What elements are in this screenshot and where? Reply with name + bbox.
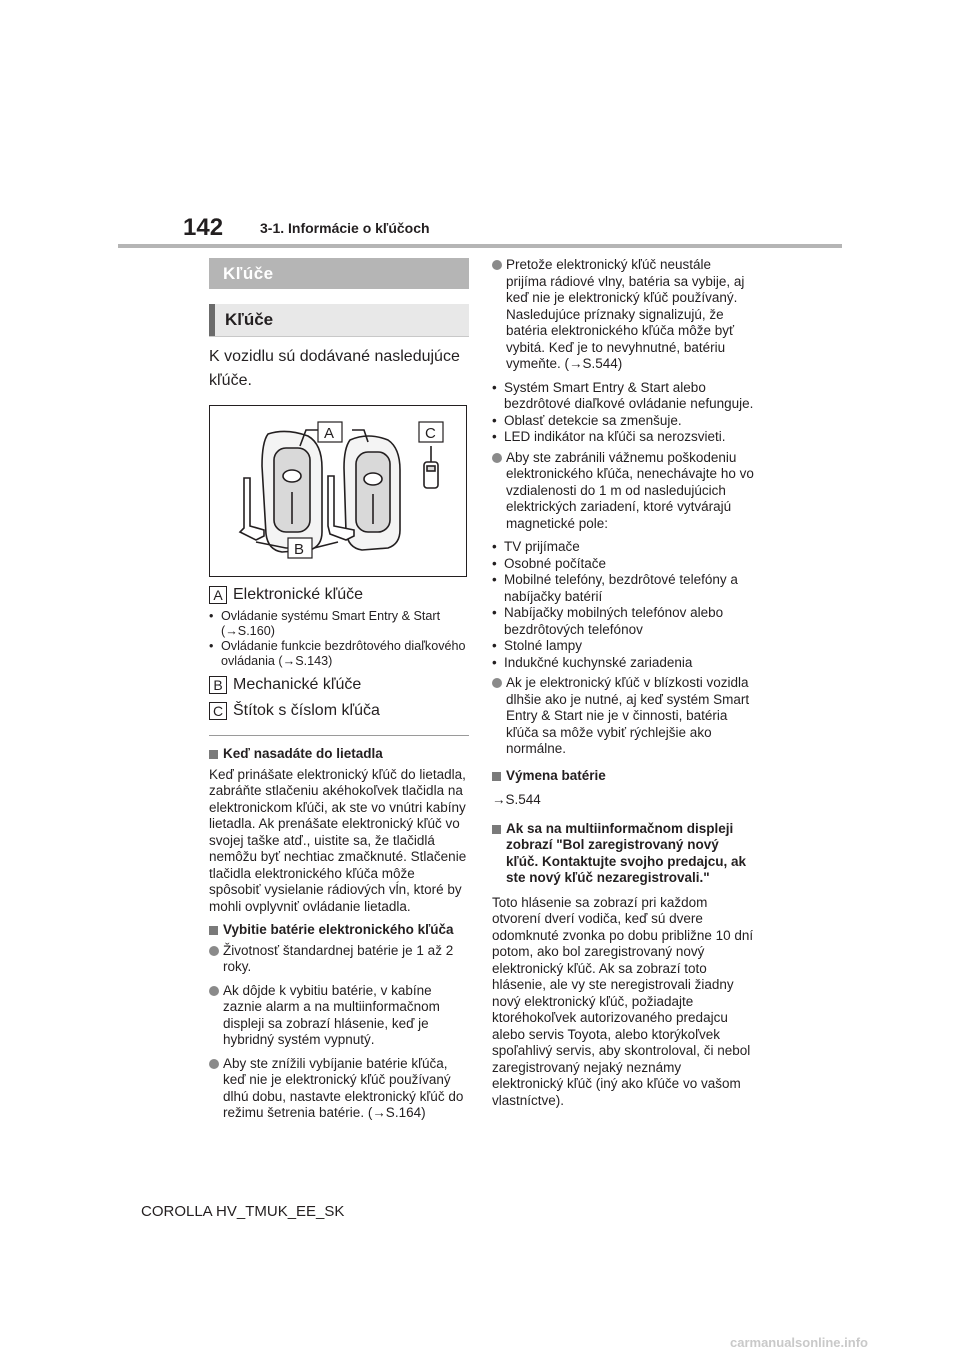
list-item: • Nabíjačky mobilných telefónov alebo bezdrôtových telefónov <box>492 605 754 638</box>
list-item: • TV prijímače <box>492 539 754 556</box>
list-item: • Osobné počítače <box>492 556 754 573</box>
figure-label-c: C <box>425 425 436 442</box>
bullet-item <box>209 943 469 976</box>
bullet-item <box>492 257 754 373</box>
header-rule <box>118 244 842 248</box>
chapter-title: 3-1. Informácie o kľúčoch <box>260 220 430 236</box>
display-text: Toto hlásenie sa zobrazí pri každom otvorení dverí vodiča, keď sú dvere odomknuté zvonka po dobu približne 10 dní potom, ako bol zaregistrovaný nový elektronický kľúč. Ak sa zobrazí toto hlásenie, ale vy ste neregistrovali žiadny nový elektronický kľúč, požiadajte ktoréhokoľvek autorizovaného predajcu alebo servis Toyota, alebo ktorýkoľvek spoľahlivý servis, aby skontroloval, či nebol zaregistrovaný nejaký neznámy elektronický kľúč (iný ako kľúče vo vašom vlastníctve). <box>492 894 754 1108</box>
letter-box-a: A <box>209 586 227 604</box>
keys-figure <box>209 405 467 577</box>
section-band: Kľúče <box>209 258 469 289</box>
list-item: • Mobilné telefóny, bezdrôtové telefóny a nabíjačky batérií <box>492 572 754 605</box>
list-item: • Ovládanie funkcie bezdrôtového diaľkového ovládania (→S.143) <box>209 639 469 669</box>
bullet-text: Pretože elektronický kľúč neustále prijíma rádiové vlny, batéria sa vybije, aj keď nie je elektronický kľúč používaný. Nasledujúce príznaky signalizujú, že batéria elektronického kľúča môže byť vybitá. Keď je to nevyhnutné, batériu vymeňte. (→S.544) <box>506 257 745 371</box>
key-item-a-label: Elektronické kľúče <box>233 586 364 603</box>
display-heading-text: Ak sa na multiinformačnom displeji zobrazí "Bol zaregistrovaný nový kľúč. Kontaktujte svojho predajcu, ak ste nový kľúč nezaregistrovali." <box>506 820 747 885</box>
bullet-item <box>492 675 754 758</box>
list-item: • LED indikátor na kľúči sa nerozsvieti. <box>492 429 754 446</box>
square-marker-icon <box>209 750 218 759</box>
bullet-text: Ak je elektronický kľúč v blízkosti vozidla dlhšie ako je nutné, aj keď systém Smart Entry & Start nie je v činnosti, batéria kľúča sa môže vybiť rýchlejšie ako normálne. <box>506 675 750 756</box>
bullet-dot-icon <box>492 453 502 463</box>
airplane-text: Keď prinášate elektronický kľúč do lietadla, zabráňte stlačeniu akéhokoľvek tlačidla na elektronickom kľúči, ak ste vo vnútri kabíny lietadla. Ak prenášate elektronický kľúč vo svojej taške atď., uistite sa, že tlačidlá nemôžu byť nechtiac zmačknuté. Stlačenie tlačidla elektronického kľúča môže spôsobiť vysielanie rádiových vĺn, ktoré by mohli ovplyvniť ovládanie lietadla. <box>209 766 467 914</box>
key-item-c <box>209 701 469 721</box>
left-column <box>209 258 469 1129</box>
figure-label-a: A <box>324 425 335 442</box>
page-number: 142 <box>183 214 224 241</box>
bullet-text: Ak dôjde k vybitiu batérie, v kabíne zaznie alarm a na multiinformačnom displeji sa zobrazí hlásenie, keď je hybridný systém vypnutý. <box>223 982 440 1047</box>
section-divider <box>209 735 469 736</box>
keys-illustration <box>210 406 466 576</box>
section-title: Kľúče <box>209 304 469 337</box>
square-marker-icon <box>209 926 218 935</box>
bullet-dot-icon <box>492 260 502 270</box>
bullet-item <box>492 450 754 533</box>
bullet-text: Životnosť štandardnej batérie je 1 až 2 roky. <box>223 942 454 974</box>
watermark: carmanualsonline.info <box>730 1335 868 1350</box>
letter-box-c: C <box>209 702 227 720</box>
key-item-c-label: Štítok s číslom kľúča <box>233 702 380 719</box>
list-item: • Systém Smart Entry & Start alebo bezdrôtové diaľkové ovládanie nefunguje. <box>492 380 754 413</box>
list-item: • Indukčné kuchynské zariadenia <box>492 655 754 672</box>
display-heading <box>492 821 754 887</box>
key-item-a-sublist <box>209 609 469 669</box>
key-item-a <box>209 585 469 605</box>
airplane-heading-text: Keď nasadáte do lietadla <box>223 746 383 761</box>
bullet-text: Aby ste znížili vybíjanie batérie kľúča, keď nie je elektronický kľúč používaný dlhú dobu, nastavte elektronický kľúč do režimu šetrenia batérie. (→S.164) <box>223 1055 464 1120</box>
bullet-item <box>209 1056 469 1122</box>
key-item-b-label: Mechanické kľúče <box>233 676 362 693</box>
square-marker-icon <box>492 825 501 834</box>
letter-box-b: B <box>209 676 227 694</box>
list-item: • Oblasť detekcie sa zmenšuje. <box>492 413 754 430</box>
figure-label-b: B <box>294 541 305 558</box>
bullet-dot-icon <box>492 678 502 688</box>
replace-heading <box>492 768 754 785</box>
list-item: • Ovládanie systému Smart Entry & Start (→S.160) <box>209 609 469 639</box>
airplane-heading <box>209 746 469 763</box>
bullet-text: Aby ste zabránili vážnemu poškodeniu elektronického kľúča, nenechávajte ho vo vzdialenosti do 1 m od nasledujúcich elektrických zariadení, ktoré vytvárajú magnetické pole: <box>506 449 754 531</box>
battery-heading-text: Vybitie batérie elektronického kľúča <box>223 922 454 937</box>
symptom-list <box>492 380 754 446</box>
battery-heading <box>209 922 469 939</box>
replace-ref: →S.544 <box>492 792 541 807</box>
key-item-b <box>209 675 469 695</box>
device-list <box>492 539 754 671</box>
footer-model: COROLLA HV_TMUK_EE_SK <box>141 1203 345 1220</box>
intro-text: K vozidlu sú dodávané nasledujúce kľúče. <box>209 348 460 389</box>
list-item: • Stolné lampy <box>492 638 754 655</box>
bullet-dot-icon <box>209 946 219 956</box>
square-marker-icon <box>492 772 501 781</box>
bullet-item <box>209 983 469 1049</box>
right-column <box>492 257 754 1116</box>
bullet-dot-icon <box>209 986 219 996</box>
bullet-dot-icon <box>209 1059 219 1069</box>
replace-heading-text: Výmena batérie <box>506 767 606 783</box>
